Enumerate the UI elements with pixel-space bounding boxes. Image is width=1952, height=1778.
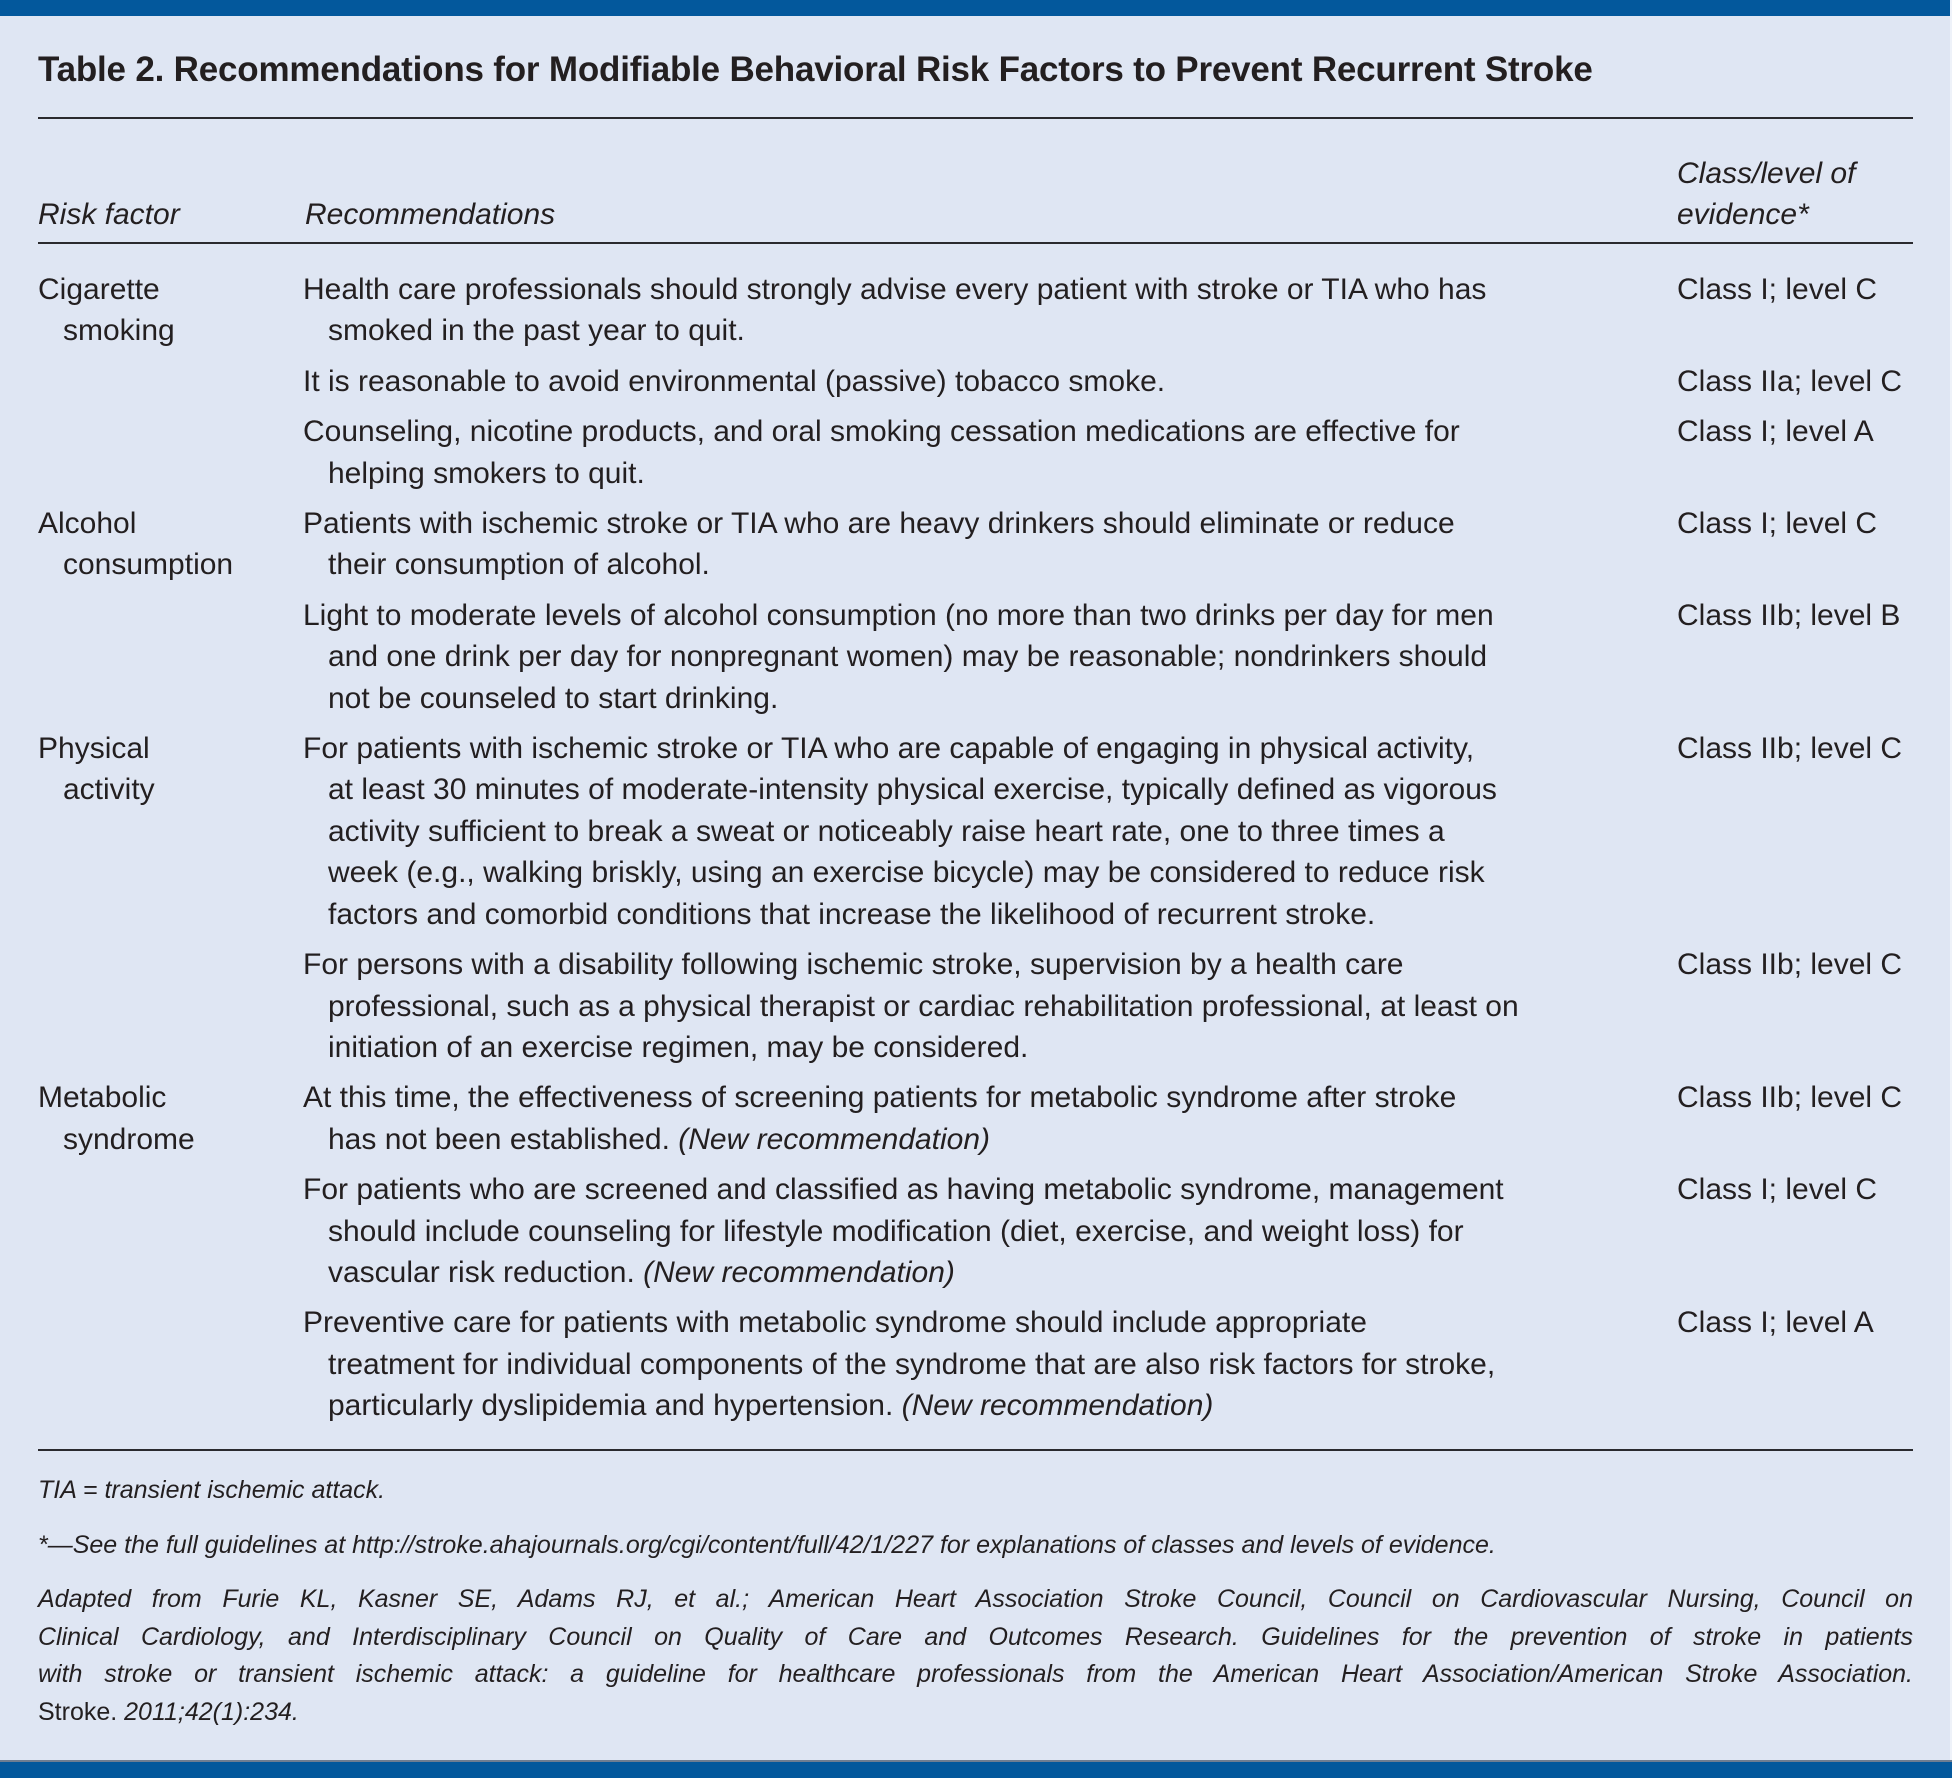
recommendation-line-text: helping smokers to quit. (328, 456, 645, 490)
recommendation-line-text: treatment for individual components of the syndrome that are also risk factors for stroke, (328, 1347, 1496, 1381)
class-level-of-evidence: Class IIb; level C (1677, 1081, 1903, 1115)
risk-factor-label (38, 269, 175, 352)
recommendation-text (303, 1169, 1663, 1293)
recommendation-line-text: particularly dyslipidemia and hypertension. (328, 1389, 902, 1423)
recommendation-line-text: Health care professionals should strongly advise every patient with stroke or TIA who has (303, 273, 1487, 306)
risk-factor-label (38, 1077, 195, 1160)
column-header-class-level-line: evidence* (1677, 198, 1809, 231)
recommendation-line-text: has not been established. (328, 1122, 679, 1156)
top-banner-bar (0, 0, 1952, 16)
class-level-of-evidence: Class IIb; level C (1677, 948, 1903, 982)
recommendation-line (303, 1077, 1663, 1118)
recommendation-line (303, 986, 1663, 1027)
recommendation-line-text: Light to moderate levels of alcohol consumption (no more than two drinks per day for men (303, 598, 1494, 632)
recommendation-text (303, 1077, 1663, 1160)
recommendation-line-text: It is reasonable to avoid environmental (passive) tobacco smoke. (303, 364, 1166, 398)
header-divider (38, 242, 1913, 244)
recommendation-row (0, 1077, 1952, 1160)
recommendation-line-text: their consumption of alcohol. (328, 548, 710, 582)
recommendation-line (303, 1344, 1663, 1385)
recommendation-line (303, 544, 1663, 585)
new-recommendation-note: (New recommendation) (678, 1122, 991, 1156)
recommendation-text (303, 944, 1663, 1068)
recommendation-row (0, 361, 1952, 402)
recommendation-row (0, 944, 1952, 1068)
recommendation-line (303, 269, 1663, 310)
risk-factor-line: activity (63, 773, 155, 807)
recommendation-line (303, 1385, 1663, 1426)
recommendation-line (303, 503, 1663, 544)
risk-factor-line: Cigarette (38, 273, 160, 306)
footnote-class-levels: *—See the full guidelines at http://stroke.ahajournals.org/cgi/content/full/42/1/227 for explanations of classes and levels of evidence. (38, 1531, 1496, 1559)
recommendation-line-text: For persons with a disability following ischemic stroke, supervision by a health care (303, 948, 1404, 982)
recommendation-line-text: factors and comorbid conditions that increase the likelihood of recurrent stroke. (328, 897, 1376, 931)
risk-factor-line: Metabolic (38, 1081, 167, 1115)
recommendation-line-text: For patients with ischemic stroke or TIA who are capable of engaging in physical activity, (303, 732, 1475, 766)
recommendation-row (0, 728, 1952, 935)
title-divider (38, 117, 1913, 119)
risk-factor-group (0, 728, 1952, 1068)
class-level-of-evidence: Class I; level A (1677, 415, 1874, 449)
recommendation-row (0, 503, 1952, 586)
citation-line (38, 1694, 1913, 1732)
recommendation-row (0, 1302, 1952, 1426)
new-recommendation-note: (New recommendation) (901, 1389, 1214, 1423)
recommendation-row (0, 595, 1952, 719)
recommendation-line-text: week (e.g., walking briskly, using an exercise bicycle) may be considered to reduce risk (328, 856, 1485, 890)
recommendation-text (303, 269, 1663, 352)
recommendation-line-text: not be counseled to start drinking. (328, 681, 779, 715)
risk-factor-line: consumption (63, 548, 234, 582)
recommendation-line (303, 728, 1663, 769)
risk-factor-line: smoking (63, 314, 175, 348)
column-header-class-level (1677, 153, 1855, 235)
recommendation-line-text: At this time, the effectiveness of screening patients for metabolic syndrome after stroke (303, 1081, 1457, 1115)
class-level-of-evidence: Class I; level A (1677, 1306, 1874, 1340)
column-header-recommendations: Recommendations (305, 198, 556, 231)
recommendation-text (303, 361, 1663, 402)
recommendation-line (303, 1211, 1663, 1252)
recommendation-line (303, 944, 1663, 985)
class-level-of-evidence: Class IIb; level C (1677, 732, 1903, 766)
risk-factor-line: Physical (38, 732, 150, 766)
recommendation-line-text: at least 30 minutes of moderate-intensity physical exercise, typically defined as vigorous (328, 773, 1497, 807)
bottom-banner-bar (0, 1760, 1952, 1778)
recommendation-text (303, 1302, 1663, 1426)
recommendation-line (303, 1027, 1663, 1068)
table-bottom-divider (38, 1449, 1913, 1451)
recommendation-line (303, 894, 1663, 935)
recommendation-text (303, 503, 1663, 586)
class-level-of-evidence: Class I; level C (1677, 1173, 1878, 1207)
recommendation-line-text: Preventive care for patients with metabolic syndrome should include appropriate (303, 1306, 1367, 1340)
risk-factor-group (0, 503, 1952, 719)
recommendation-line-text: and one drink per day for nonpregnant women) may be reasonable; nondrinkers should (328, 640, 1488, 674)
recommendation-line-text: activity sufficient to break a sweat or noticeably raise heart rate, one to three times a (328, 814, 1445, 848)
column-header-class-level-line: Class/level of (1677, 157, 1856, 190)
citation-line: Clinical Cardiology, and Interdisciplinary Council on Quality of Care and Outcomes Research. Guidelines for the prevention of stroke in patients (38, 1622, 1913, 1651)
citation-line: with stroke or transient ischemic attack: a guideline for healthcare professionals from the American Heart Association/American Stroke Association. (38, 1660, 1913, 1689)
citation-journal: Stroke. (38, 1698, 118, 1727)
class-level-of-evidence: Class I; level C (1677, 507, 1878, 541)
recommendation-line-text: Counseling, nicotine products, and oral smoking cessation medications are effective for (303, 415, 1460, 449)
risk-factor-label (38, 503, 233, 586)
risk-factor-line: syndrome (63, 1122, 195, 1156)
class-level-of-evidence: Class IIa; level C (1677, 364, 1903, 398)
recommendation-line (303, 636, 1663, 677)
recommendation-line-text: should include counseling for lifestyle modification (diet, exercise, and weight loss) for (328, 1214, 1464, 1248)
recommendation-line (303, 1169, 1663, 1210)
footnote-citation (38, 1581, 1913, 1732)
recommendation-row (0, 269, 1952, 352)
recommendation-line (303, 361, 1663, 402)
footnote-abbreviation: TIA = transient ischemic attack. (38, 1476, 386, 1504)
recommendation-line-text: initiation of an exercise regimen, may be considered. (328, 1030, 1029, 1064)
recommendation-text (303, 728, 1663, 935)
risk-factor-line: Alcohol (38, 507, 137, 541)
recommendation-line-text: smoked in the past year to quit. (328, 314, 745, 348)
recommendation-line (303, 310, 1663, 351)
recommendation-line (303, 852, 1663, 893)
recommendation-text (303, 411, 1663, 494)
class-level-of-evidence: Class I; level C (1677, 273, 1878, 306)
recommendation-line-text: professional, such as a physical therapist or cardiac rehabilitation professional, at least on (328, 989, 1519, 1023)
citation-line: Adapted from Furie KL, Kasner SE, Adams RJ, et al.; American Heart Association Stroke Council, Council on Cardiovascular Nursing, Council on (38, 1585, 1913, 1613)
recommendation-line (303, 411, 1663, 452)
recommendation-line-text: Patients with ischemic stroke or TIA who are heavy drinkers should eliminate or reduce (303, 507, 1455, 541)
recommendation-row (0, 411, 1952, 494)
recommendation-line (303, 453, 1663, 494)
citation-reference: 2011;42(1):234. (117, 1698, 299, 1727)
recommendation-row (0, 1169, 1952, 1293)
column-header-risk-factor: Risk factor (38, 198, 180, 231)
new-recommendation-note: (New recommendation) (643, 1255, 955, 1289)
risk-factor-label (38, 728, 155, 811)
recommendation-line (303, 769, 1663, 810)
class-level-of-evidence: Class IIb; level B (1677, 598, 1901, 632)
recommendation-line (303, 595, 1663, 636)
recommendation-text (303, 595, 1663, 719)
recommendation-line-text: vascular risk reduction. (328, 1255, 644, 1289)
recommendation-line (303, 811, 1663, 852)
recommendation-line (303, 1302, 1663, 1343)
recommendation-line (303, 1252, 1663, 1293)
recommendation-line (303, 678, 1663, 719)
recommendation-line-text: For patients who are screened and classified as having metabolic syndrome, management (303, 1173, 1504, 1207)
recommendation-line (303, 1119, 1663, 1160)
table-body (0, 269, 1952, 1436)
risk-factor-group (0, 269, 1952, 494)
risk-factor-group (0, 1077, 1952, 1426)
table-title: Table 2. Recommendations for Modifiable Behavioral Risk Factors to Prevent Recurrent Stroke (38, 50, 1593, 89)
